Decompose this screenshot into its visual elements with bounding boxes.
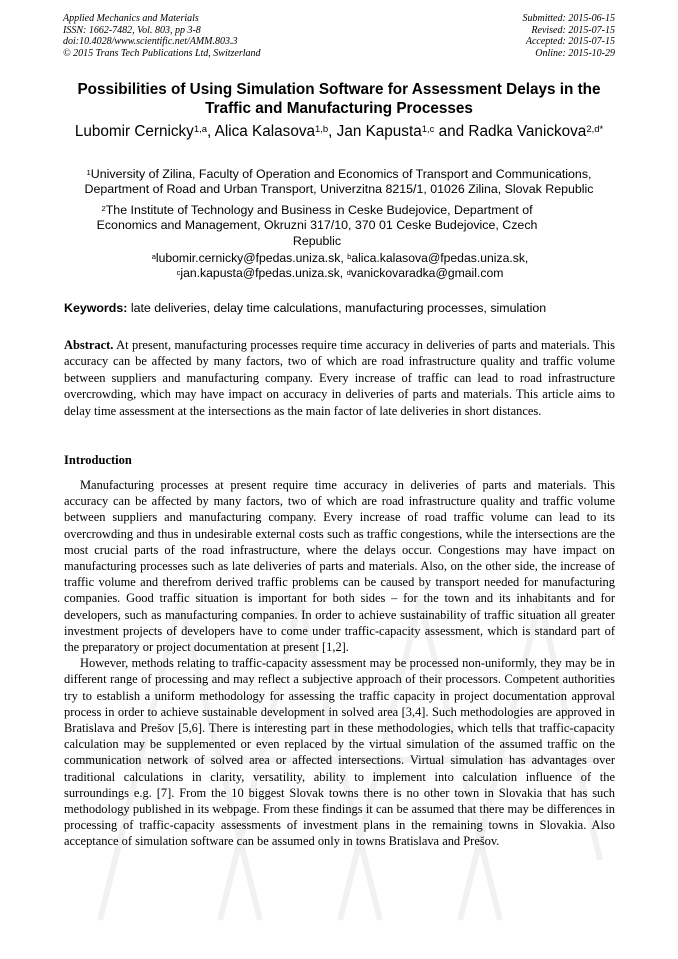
section-heading-introduction: Introduction xyxy=(64,453,132,467)
paper-title: Possibilities of Using Simulation Software for Assessment Delays in the Traffic and Manufacturing Processes xyxy=(77,81,601,117)
author-name: Jan Kapusta xyxy=(336,123,422,140)
submitted-date: Submitted: 2015-06-15 xyxy=(522,13,615,24)
paragraph: Manufacturing processes at present require time accuracy in deliveries of parts and materials. This accuracy can be affected by many factors, two of which are road infrastructure quality and traffic volume between suppliers and manufacturing company. Every increase of road traffic volume can lead to its overcrowding and thus in undesirable external costs such as traffic congestions, while the intersections are the most crucial parts of the road infrastructure, where the delays occur. Congestions may have impact on manufacturing processes such as late deliveries of parts and materials. Also, on the other side, the increase of traffic volume and therefrom derived traffic problems can be caused by transport needed for manufacturing companies. Good traffic situation is important for both sides – for the town and its inhabitants and for developers, such as manufacturing companies. In order to achieve sustainability of traffic situation all greater investment projects of developers have to come under traffic-capacity assessment, which is standard part of the preparatory or project documentation at present [1,2]. xyxy=(64,478,615,655)
email-link[interactable]: jan.kapusta@fpedas.uniza.sk, xyxy=(180,266,344,281)
author-name: Lubomir Cernicky xyxy=(74,123,194,140)
revised-date: Revised: 2015-07-15 xyxy=(531,24,615,36)
introduction-body xyxy=(64,477,615,850)
author-sup: 1,a xyxy=(193,123,207,135)
keywords xyxy=(64,301,620,316)
email-link[interactable]: lubomir.cernicky@fpedas.uniza.sk, xyxy=(155,251,344,265)
doi: doi:10.4028/www.scientific.net/AMM.803.3 xyxy=(63,36,238,48)
affiliation-2: $^2$The Institute of Technology and Business in Ceske Budejovice, Department of Economics and Management, Okruzni 317/10, 370 01 Ceske Budejovice, Czech Republic xyxy=(96,203,538,248)
author-sup: 2,d* xyxy=(586,123,604,135)
journal-info xyxy=(63,13,261,59)
issn: ISSN: 1662-7482, Vol. 803, pp 3-8 xyxy=(63,24,201,36)
online-date: Online: 2015-10-29 xyxy=(535,47,615,59)
author-list: Lubomir Cernicky$^{1,a}$, Alica Kalasova$^{1,b}$, Jan Kapusta$^{1,c}$ and Radka Vanickova$^{2,d*}$ xyxy=(74,123,604,140)
abstract-label: Abstract. xyxy=(64,338,114,352)
affiliation-1: $^1$University of Zilina, Faculty of Operation and Economics of Transport and Communications, Department of Road and Urban Transport, Univerzitna 8215/1, 01026 Zilina, Slovak Republic xyxy=(84,167,594,197)
copyright: © 2015 Trans Tech Publications Ltd, Switzerland xyxy=(63,47,261,59)
journal-name: Applied Mechanics and Materials xyxy=(63,13,199,24)
email-link[interactable]: vanickovaradka@gmail.com xyxy=(350,266,504,281)
author-name: Radka Vanickova xyxy=(468,123,587,140)
keywords-label: Keywords: xyxy=(64,301,128,315)
email-list: $^a$lubomir.cernicky@fpedas.uniza.sk, $^b$alica.kalasova@fpedas.uniza.sk, $^c$jan.kapusta@fpedas.uniza.sk, $^d$vanickovaradka@gmail.com xyxy=(151,251,529,281)
accepted-date: Accepted: 2015-07-15 xyxy=(525,36,615,48)
author-sup: 1,c xyxy=(421,123,435,135)
dates-info xyxy=(523,13,616,59)
paragraph: However, methods relating to traffic-capacity assessment may be processed non-uniformly, they may be in different range of processing and may reflect a subjective approach of their processors. Competent authorities try to establish a uniform methodology for assessing the traffic capacity in project documentation approval process in order to achieve sustainable development in solved area [3,4]. Such methodologies are approved in Bratislava and Prešov [5,6]. There is interesting part in these methodologies, which tells that traffic-capacity calculation may be supplemented or even replaced by the virtual simulation of the assumed traffic on the communication network of solved area or affected intersections. Virtual simulation has advantages over traditional calculations in clarity, versatility, ability to implement into calculation influence of the surroundings e.g. [7]. From the 10 biggest Slovak towns there is no other town in Slovakia that has such methodology published in its webpage. From these findings it can be assumed that there may be differences in processing of traffic-capacity assessments of investment plans in the remaining towns in Slovakia. Also acceptance of simulation software can be assumed only in towns Bratislava and Prešov. xyxy=(64,656,615,849)
author-name: Alica Kalasova xyxy=(214,123,315,140)
email-link[interactable]: alica.kalasova@fpedas.uniza.sk, xyxy=(351,251,529,265)
abstract-text: At present, manufacturing processes require time accuracy in deliveries of parts and materials. This accuracy can be affected by many factors, two of which are road infrastructure quality and traffic volume between suppliers and manufacturing company. Every increase of traffic can lead to road infrastructure overcrowding, which may have impact on accuracy in deliveries of parts and materials. This article aims to delay time assessment at the intersections as the main factor of late deliveries in short distances. xyxy=(64,338,615,418)
author-sup: 1,b xyxy=(315,123,329,135)
keywords-text: late deliveries, delay time calculations, manufacturing processes, simulation xyxy=(130,301,547,315)
abstract xyxy=(64,337,615,419)
